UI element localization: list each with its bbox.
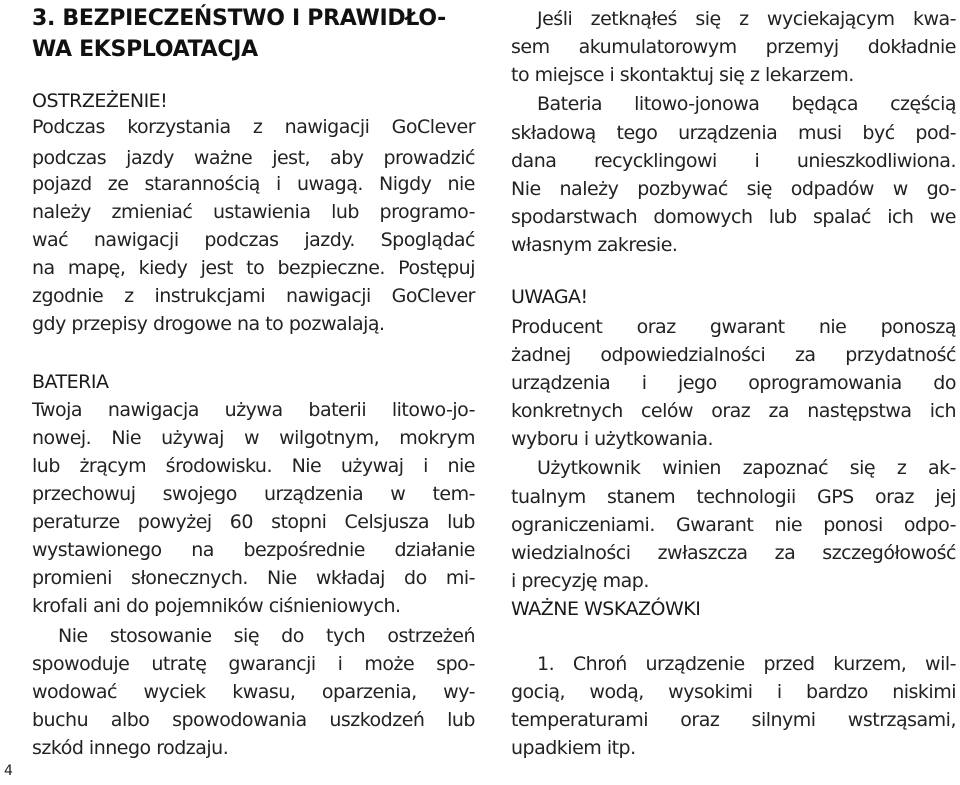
battery-warning-line: spowoduje utratę gwarancji i może spo- [32, 653, 475, 675]
liability-text-line: Producent oraz gwarant nie ponoszą [511, 316, 956, 338]
liability-text-line: urządzenia i jego oprogramowania do [511, 372, 956, 394]
battery-warning-line: buchu albo spowodowania uszkodzeń lub [32, 709, 475, 731]
tip-text-line: upadkiem itp. [511, 737, 636, 759]
battery-text-line: przechowuj swojego urządzenia w tem- [32, 483, 475, 505]
battery-text-line: promieni słonecznych. Nie wkładaj do mi- [32, 567, 475, 589]
battery-text-line: lub żrącym środowisku. Nie używaj i nie [32, 455, 475, 477]
gps-text-line: ograniczeniami. Gwarant nie ponosi odpo- [511, 514, 956, 536]
liability-text-line: wyboru i użytkowania. [511, 428, 714, 450]
tips-heading: WAŻNE WSKAZÓWKI [511, 598, 701, 620]
recycling-text-line: spodarstwach domowych lub spalać ich we [511, 206, 956, 228]
warning-text-line: gdy przepisy drogowe na to pozwalają. [32, 313, 385, 335]
tip-text-line: temperaturami oraz silnymi wstrząsami, [511, 709, 956, 731]
section-title-line-1: 3. BEZPIECZEŃSTWO I PRAWIDŁO- [32, 6, 446, 31]
section-title-line-2: WA EKSPLOATACJA [32, 37, 258, 62]
recycling-text-line: dana recycklingowi i unieszkodliwiona. [511, 150, 956, 172]
gps-text-line: i precyzję map. [511, 570, 649, 592]
acid-text-line: Jeśli zetknąłeś się z wyciekającym kwa- [537, 8, 956, 30]
gps-text-line: Użytkownik winien zapoznać się z ak- [537, 457, 956, 479]
warning-text-line: zgodnie z instrukcjami nawigacji GoClever [32, 285, 475, 307]
acid-text-line: sem akumulatorowym przemyj dokładnie [511, 36, 956, 58]
battery-text-line: peraturze powyżej 60 stopni Celsjusza lub [32, 511, 475, 533]
liability-text-line: konkretnych celów oraz za następstwa ich [511, 400, 956, 422]
tip-text-line: gocią, wodą, wysokimi i bardzo niskimi [511, 681, 956, 703]
battery-text-line: krofali ani do pojemników ciśnieniowych. [32, 595, 401, 617]
battery-heading: BATERIA [32, 371, 109, 393]
recycling-text-line: Nie należy pozbywać się odpadów w go- [511, 178, 956, 200]
notice-heading: UWAGA! [511, 286, 588, 308]
warning-text-line: Podczas korzystania z nawigacji GoClever [32, 116, 475, 138]
acid-text-line: to miejsce i skontaktuj się z lekarzem. [511, 64, 854, 86]
liability-text-line: żadnej odpowiedzialności za przydatność [511, 344, 956, 366]
warning-heading: OSTRZEŻENIE! [32, 90, 168, 112]
recycling-text-line: składową tego urządzenia musi być pod- [511, 122, 956, 144]
tip-text-line: 1. Chroń urządzenie przed kurzem, wil- [537, 653, 956, 675]
page-number: 4 [4, 763, 13, 779]
battery-text-line: Twoja nawigacja używa baterii litowo-jo- [32, 399, 475, 421]
warning-text-line: pojazd ze starannością i uwagą. Nigdy nie [32, 173, 475, 195]
warning-text-line: na mapę, kiedy jest to bezpieczne. Postępuj [32, 257, 475, 279]
battery-text-line: wystawionego na bezpośrednie działanie [32, 539, 475, 561]
recycling-text-line: własnym zakresie. [511, 234, 678, 256]
gps-text-line: tualnym stanem technologii GPS oraz jej [511, 486, 956, 508]
battery-warning-line: Nie stosowanie się do tych ostrzeżeń [58, 625, 475, 647]
warning-text-line: podczas jazdy ważne jest, aby prowadzić [32, 147, 475, 169]
warning-text-line: należy zmieniać ustawienia lub programo- [32, 201, 475, 223]
battery-text-line: nowej. Nie używaj w wilgotnym, mokrym [32, 427, 475, 449]
recycling-text-line: Bateria litowo-jonowa będąca częścią [537, 93, 956, 115]
gps-text-line: wiedzialności zwłaszcza za szczegółowość [511, 542, 956, 564]
battery-warning-line: wodować wyciek kwasu, oparzenia, wy- [32, 681, 475, 703]
warning-text-line: wać nawigacji podczas jazdy. Spoglądać [32, 229, 475, 251]
battery-warning-line: szkód innego rodzaju. [32, 737, 229, 759]
